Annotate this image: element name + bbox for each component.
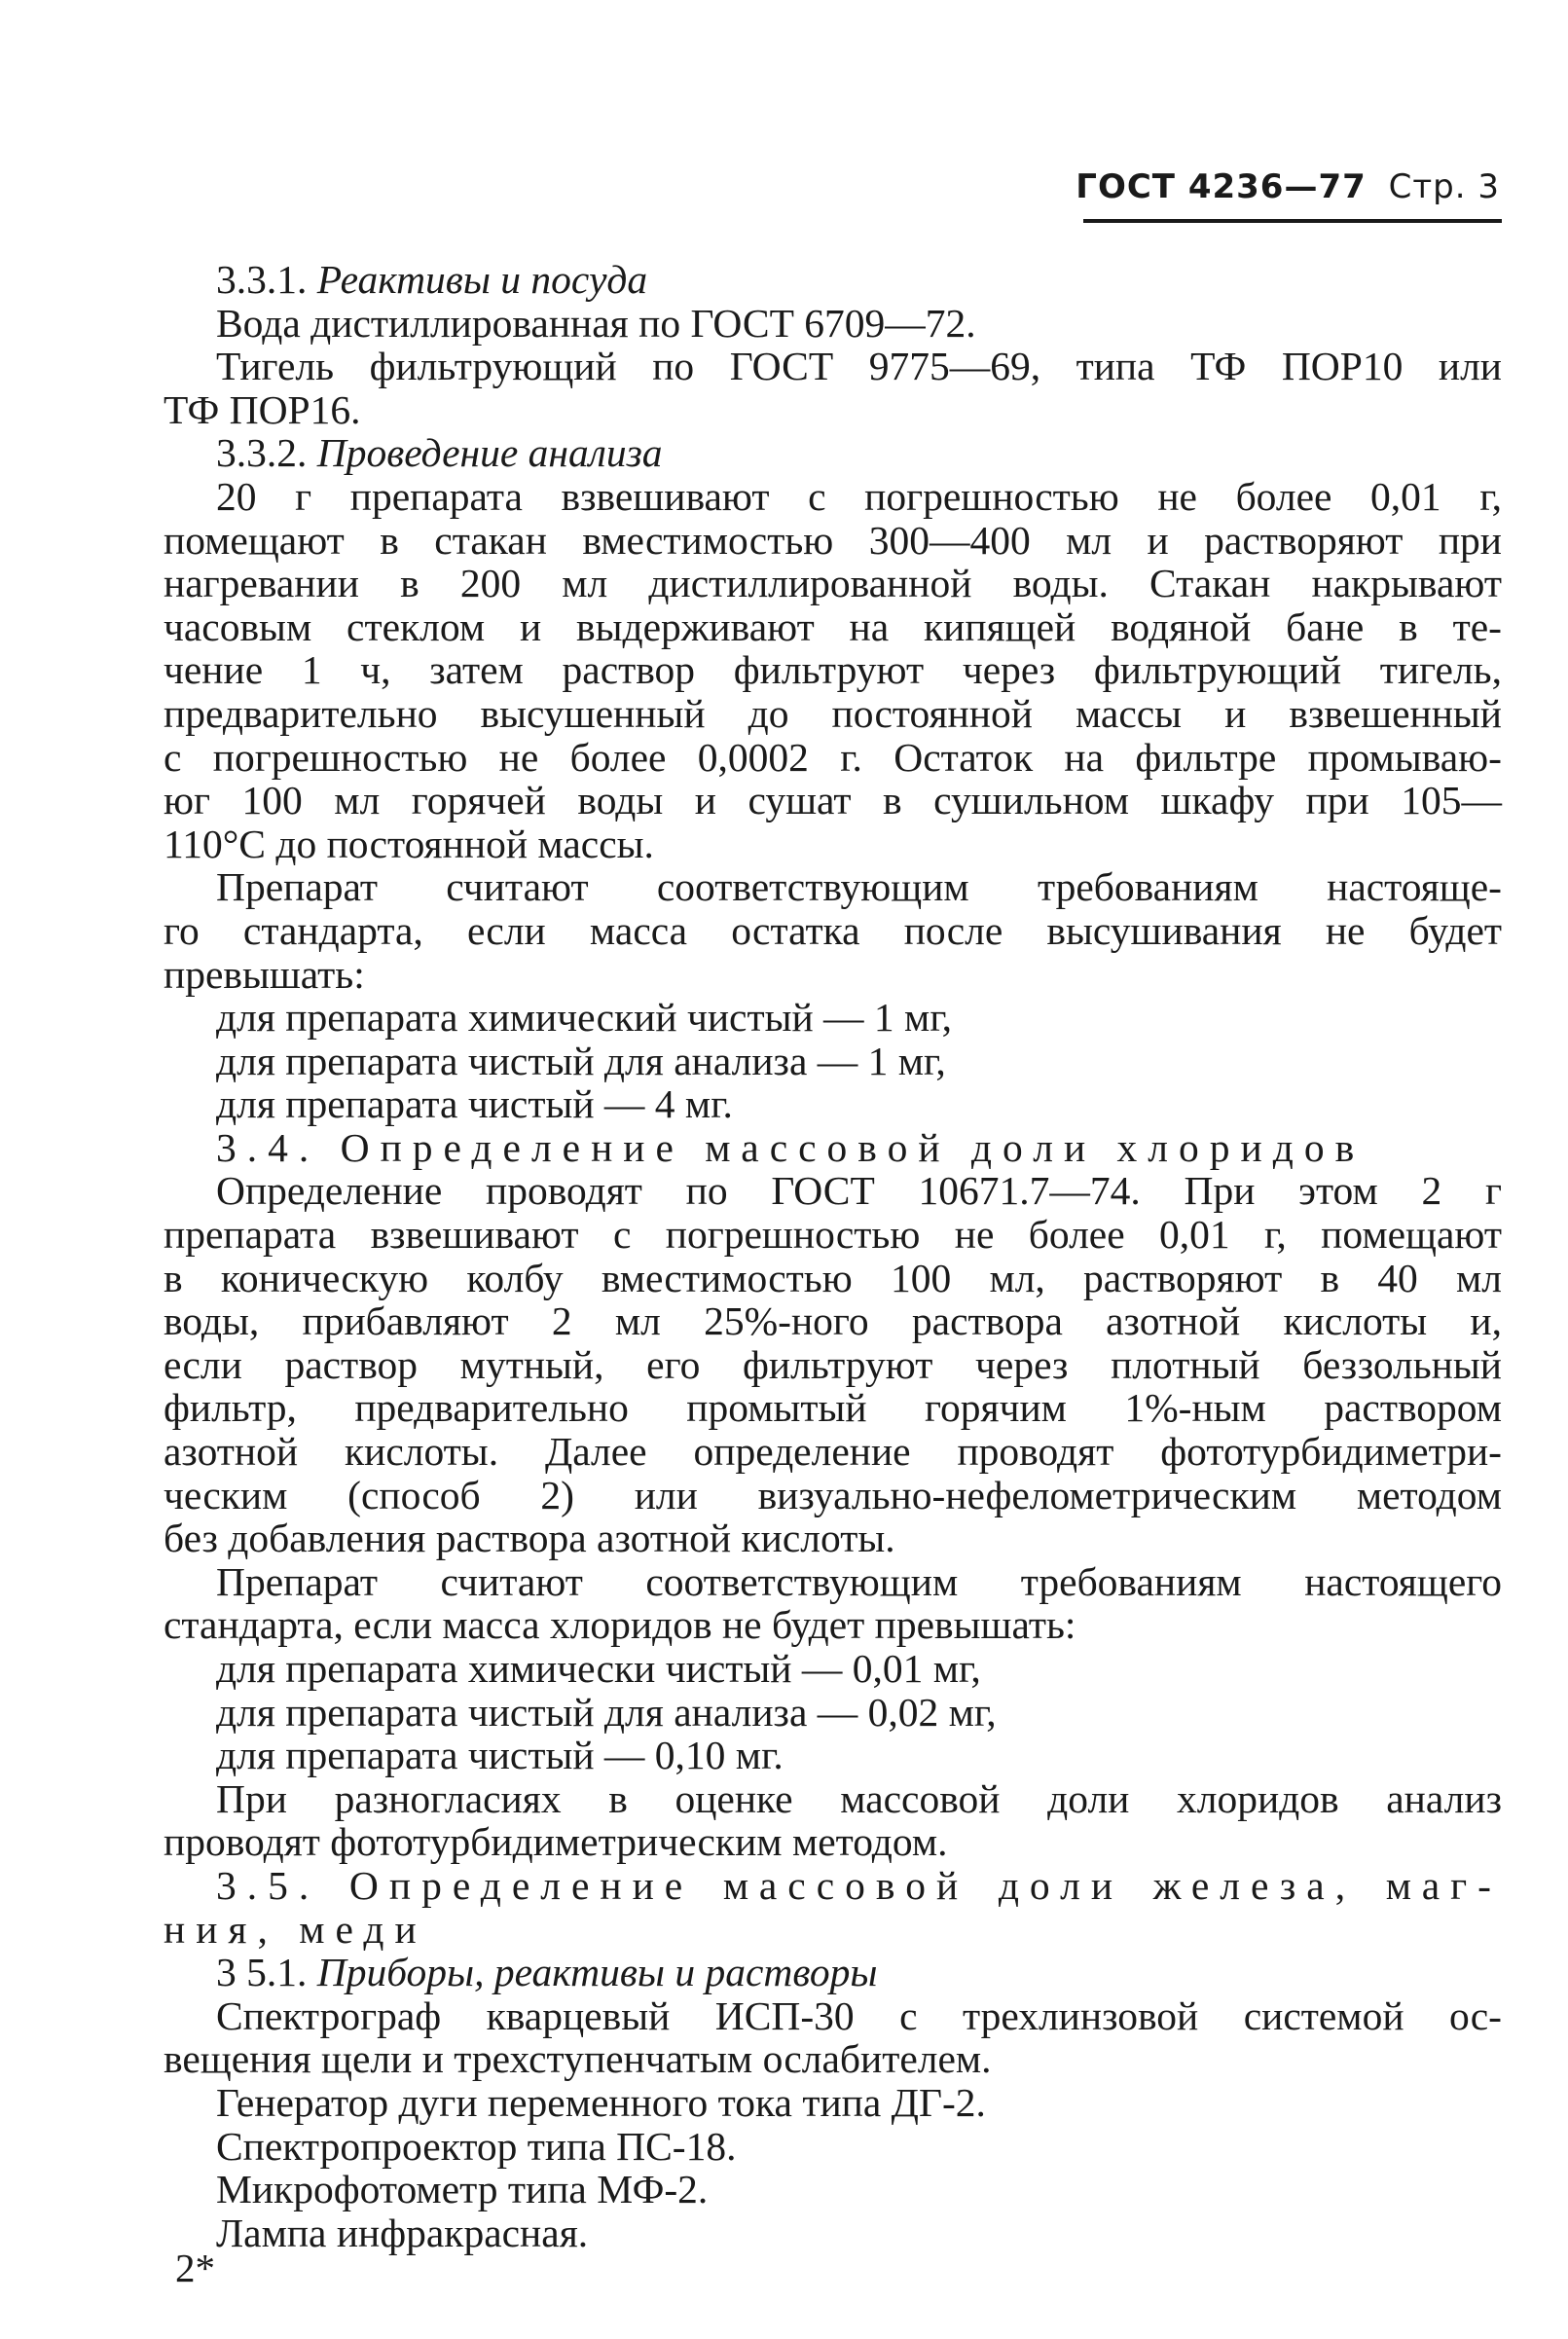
line-text: Генератор дуги переменного тока типа ДГ-2. [216, 2079, 986, 2125]
text-line [164, 431, 1502, 475]
text-line [164, 605, 1502, 649]
text-line [164, 258, 1502, 302]
line-text: часовым стеклом и выдерживают на кипящей водяной бане в те- [164, 603, 1502, 649]
text-line [164, 345, 1502, 388]
line-text: 3.3.2. [216, 430, 317, 476]
section-heading-italic: Реактивы и посуда [316, 257, 648, 302]
section-heading-italic: Приборы, реактивы и растворы [316, 1950, 878, 1995]
line-text: го стандарта, если масса остатка после высушивания не будет [164, 907, 1502, 953]
line-text: Определение проводят по ГОСТ 10671.7—74. При этом 2 г [216, 1168, 1502, 1214]
line-text: для препарата чистый — 4 мг. [216, 1081, 733, 1127]
line-text: ния, меди [164, 1906, 427, 1952]
line-text: стандарта, если масса хлоридов не будет превышать: [164, 1602, 1076, 1648]
line-text: Препарат считают соответствующим требованиям настоящего [216, 1558, 1502, 1604]
text-line [164, 1777, 1502, 1821]
line-text: ческим (способ 2) или визуально-нефелометрическим методом [164, 1472, 1502, 1517]
text-line [164, 302, 1502, 346]
line-text: препарата взвешивают с погрешностью не более 0,01 г, помещают [164, 1212, 1502, 1258]
text-line [164, 1734, 1502, 1777]
text-line [164, 1691, 1502, 1735]
text-line [164, 562, 1502, 605]
text-line [164, 388, 1502, 432]
line-text: юг 100 мл горячей воды и сушат в сушильном шкафу при 105— [164, 778, 1502, 823]
line-text: вещения щели и трехступенчатым ослабителем. [164, 2036, 992, 2082]
line-text: Микрофотометр типа МФ-2. [216, 2167, 709, 2212]
line-text: ТФ ПОР16. [164, 386, 361, 432]
text-line [164, 822, 1502, 866]
text-line [164, 692, 1502, 736]
line-text: воды, прибавляют 2 мл 25%-ного раствора азотной кислоты и, [164, 1298, 1502, 1344]
text-line [164, 2081, 1502, 2125]
line-text: Вода дистиллированная по ГОСТ 6709—72. [216, 300, 976, 346]
text-line [164, 2037, 1502, 2081]
text-line [164, 1343, 1502, 1387]
text-line [164, 1126, 1502, 1170]
line-text: если раствор мутный, его фильтруют через плотный беззольный [164, 1341, 1502, 1387]
line-text: 110°С до постоянной массы. [164, 821, 654, 866]
line-text: для препарата чистый для анализа — 0,02 мг, [216, 1689, 997, 1735]
line-text: При разногласиях в оценке массовой доли хлоридов анализ [216, 1775, 1502, 1821]
text-line [164, 1517, 1502, 1560]
text-line [164, 1603, 1502, 1647]
text-line [164, 1994, 1502, 2038]
text-line [164, 1299, 1502, 1343]
text-line [164, 779, 1502, 822]
text-line [164, 1560, 1502, 1604]
line-text: помещают в стакан вместимостью 300—400 мл и растворяют при [164, 517, 1502, 563]
line-text: Тигель фильтрующий по ГОСТ 9775—69, типа ТФ ПОР10 или [216, 344, 1502, 389]
line-text: для препарата химический чистый — 1 мг, [216, 995, 953, 1041]
line-text: без добавления раствора азотной кислоты. [164, 1516, 895, 1561]
line-text: предварительно высушенный до постоянной массы и взвешенный [164, 690, 1502, 736]
section-heading-italic: Проведение анализа [316, 430, 663, 476]
text-line [164, 909, 1502, 953]
text-line [164, 1951, 1502, 1994]
line-text: нагревании в 200 мл дистиллированной воды. Стакан накрывают [164, 561, 1502, 606]
text-line [164, 1169, 1502, 1213]
line-text: Спектропроектор типа ПС-18. [216, 2123, 737, 2169]
text-line [164, 1864, 1502, 1908]
line-text: 3.4. Определение массовой доли хлоридов [216, 1124, 1366, 1170]
line-text: Спектрограф кварцевый ИСП-30 с трехлинзовой системой ос- [216, 1992, 1502, 2038]
text-line [164, 865, 1502, 909]
text-line [164, 648, 1502, 692]
signature-mark: 2* [175, 2246, 215, 2290]
text-line [164, 475, 1502, 519]
line-text: для препарата чистый для анализа — 1 мг, [216, 1038, 946, 1083]
text-line [164, 1430, 1502, 1474]
text-line [164, 1257, 1502, 1300]
text-line [164, 953, 1502, 997]
line-text: 20 г препарата взвешивают с погрешностью не более 0,01 г, [216, 473, 1502, 519]
line-text: фильтр, предварительно промытый горячим 1%-ным раствором [164, 1385, 1502, 1431]
text-line [164, 736, 1502, 780]
line-text: 3.3.1. [216, 257, 317, 302]
line-text: азотной кислоты. Далее определение проводят фототурбидиметри- [164, 1429, 1502, 1475]
page-header [1076, 167, 1500, 206]
text-line [164, 1647, 1502, 1691]
text-line [164, 2168, 1502, 2211]
line-text: 3 5.1. [216, 1950, 317, 1995]
line-text: Лампа инфракрасная. [216, 2210, 589, 2255]
text-line [164, 1820, 1502, 1864]
line-text: с погрешностью не более 0,0002 г. Остаток на фильтре промываю- [164, 734, 1502, 780]
text-line [164, 996, 1502, 1040]
line-text: в коническую колбу вместимостью 100 мл, растворяют в 40 мл [164, 1255, 1502, 1300]
line-text: для препарата химически чистый — 0,01 мг, [216, 1646, 981, 1691]
text-line [164, 1213, 1502, 1257]
line-text: проводят фототурбидиметрическим методом. [164, 1819, 948, 1865]
line-text: превышать: [164, 951, 365, 997]
text-line [164, 519, 1502, 563]
text-line [164, 1908, 1502, 1952]
standard-number: ГОСТ 4236—77 [1076, 167, 1367, 206]
text-line [164, 1386, 1502, 1430]
text-line [164, 2211, 1502, 2255]
line-text: чение 1 ч, затем раствор фильтруют через фильтрующий тигель, [164, 647, 1502, 693]
text-line [164, 1040, 1502, 1083]
text-line [164, 1082, 1502, 1126]
header-rule [1083, 219, 1502, 223]
line-text: 3.5. Определение массовой доли железа, маг- [216, 1862, 1502, 1908]
body-text [164, 258, 1502, 2254]
line-text: Препарат считают соответствующим требованиям настояще- [216, 864, 1502, 910]
text-line [164, 1474, 1502, 1517]
page-number: Стр. 3 [1388, 167, 1500, 206]
text-line [164, 2125, 1502, 2169]
line-text: для препарата чистый — 0,10 мг. [216, 1733, 784, 1778]
